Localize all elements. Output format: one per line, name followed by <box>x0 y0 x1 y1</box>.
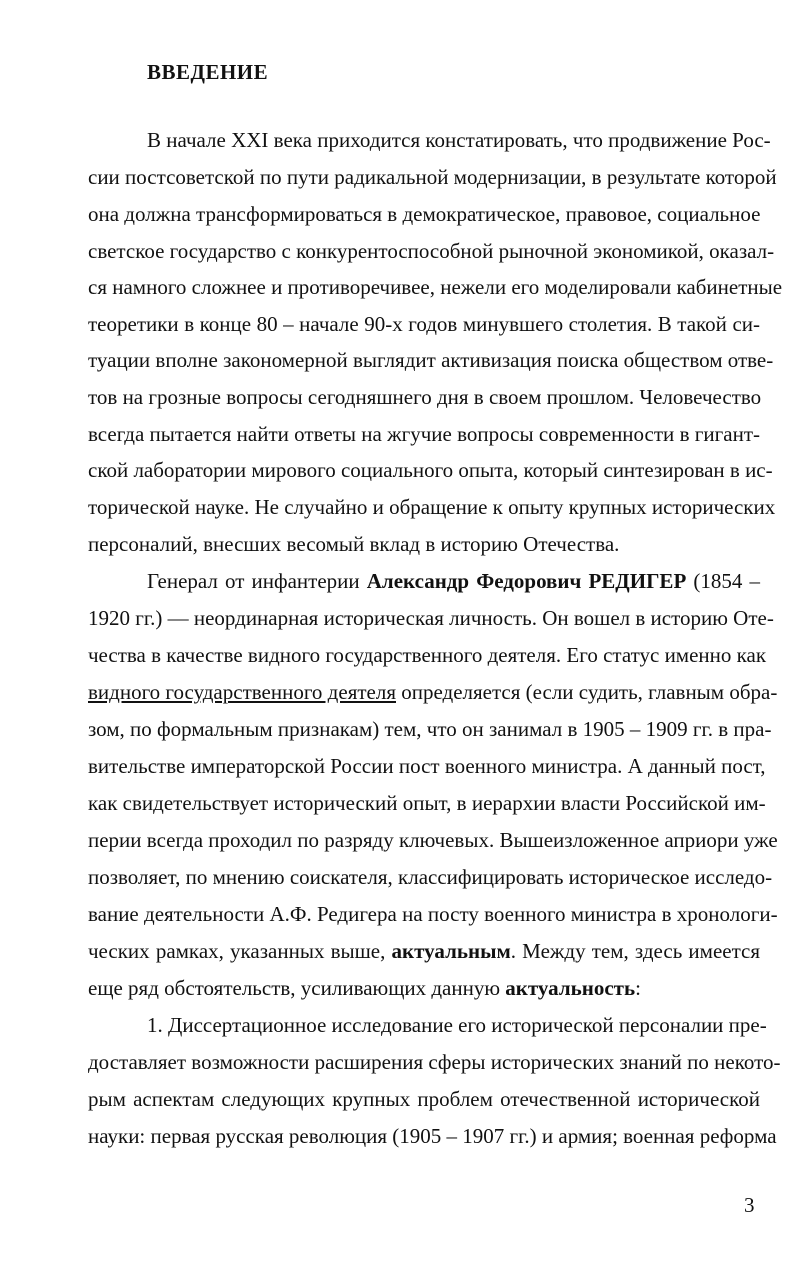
paragraph-2-line: зом, по формальным признакам) тем, что он занимал в 1905 – 1909 гг. в пра- <box>88 717 772 741</box>
paragraph-1-line: она должна трансформироваться в демократическое, правовое, социальное <box>88 202 761 226</box>
paragraph-1-line: ся намного сложнее и противоречивее, нежели его моделировали кабинетные <box>88 275 783 299</box>
paragraph-2-line: вание деятельности А.Ф. Редигера на посту военного министра в хронологи- <box>88 902 778 926</box>
text-run: : <box>635 976 641 1000</box>
paragraph-2-line: позволяет, по мнению соискателя, классифицировать историческое исследо- <box>88 865 773 889</box>
paragraph-2-line: как свидетельствует исторический опыт, в иерархии власти Российской им- <box>88 791 766 815</box>
paragraph-1-line: персоналий, внесших весомый вклад в историю Отечества. <box>88 532 620 556</box>
paragraph-1-line: всегда пытается найти ответы на жгучие вопросы современности в гигант- <box>88 422 760 446</box>
paragraph-2-line: перии всегда проходил по разряду ключевых. Вышеизложенное априори уже <box>88 828 778 852</box>
paragraph-3-line: 1. Диссертационное исследование его исторической персоналии пре- <box>147 1013 767 1037</box>
section-heading: ВВЕДЕНИЕ <box>147 60 269 84</box>
paragraph-2-line: 1920 гг.) — неординарная историческая личность. Он вошел в историю Оте- <box>88 606 774 630</box>
paragraph-3-line: науки: первая русская революция (1905 – 1907 гг.) и армия; военная реформа <box>88 1124 777 1148</box>
person-name-bold: Александр Федорович РЕДИГЕР <box>366 569 687 593</box>
page-number: 3 <box>744 1193 755 1217</box>
bold-term: актуальным <box>391 939 511 963</box>
text-run: . Между тем, здесь имеется <box>510 939 761 963</box>
paragraph-1-line: В начале XXI века приходится констатировать, что продвижение Рос- <box>147 128 771 152</box>
text-run: (1854 – <box>686 569 760 593</box>
paragraph-2-line <box>147 569 760 593</box>
paragraph-1-line: светское государство с конкурентоспособной рыночной экономикой, оказал- <box>88 239 775 263</box>
paragraph-1-line: ской лаборатории мирового социального опыта, который синтезирован в ис- <box>88 458 773 482</box>
paragraph-3-line: рым аспектам следующих крупных проблем отечественной исторической <box>88 1087 760 1111</box>
paragraph-2-line <box>88 939 760 963</box>
paragraph-1-line: туации вполне закономерной выглядит активизация поиска обществом отве- <box>88 348 774 372</box>
paragraph-1-line: тов на грозные вопросы сегодняшнего дня в своем прошлом. Человечество <box>88 385 762 409</box>
bold-term: актуальность <box>505 976 636 1000</box>
text-run: определяется (если судить, главным обра- <box>396 680 778 704</box>
paragraph-1-line: торической науке. Не случайно и обращение к опыту крупных исторических <box>88 495 776 519</box>
paragraph-2-line: вительстве императорской России пост военного министра. А данный пост, <box>88 754 766 778</box>
paragraph-2-line <box>88 680 778 704</box>
underlined-phrase: видного государственного деятеля <box>88 680 396 704</box>
paragraph-1-line: теоретики в конце 80 – начале 90-х годов минувшего столетия. В такой си- <box>88 312 760 336</box>
paragraph-2-line: чества в качестве видного государственного деятеля. Его статус именно как <box>88 643 767 667</box>
text-run: ческих рамках, указанных выше, <box>88 939 392 963</box>
text-run: Генерал от инфантерии <box>147 569 367 593</box>
text-run: еще ряд обстоятельств, усиливающих данную <box>88 976 506 1000</box>
paragraph-3-line: доставляет возможности расширения сферы исторических знаний по некото- <box>88 1050 781 1074</box>
paragraph-1-line: сии постсоветской по пути радикальной модернизации, в результате которой <box>88 165 777 189</box>
paragraph-2-line <box>88 976 760 1000</box>
